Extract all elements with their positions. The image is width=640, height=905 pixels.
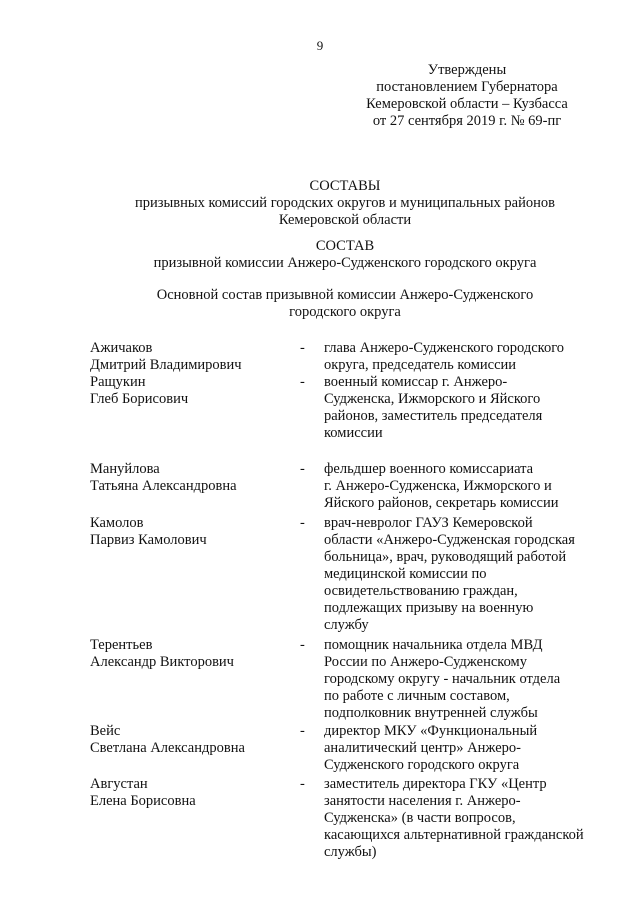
member-name <box>90 340 300 374</box>
member-role-line: военный комиссар г. Анжеро- <box>324 374 508 390</box>
member-surname: Терентьев <box>90 637 153 653</box>
member-role <box>324 776 604 861</box>
member-surname: Мануйлова <box>90 461 160 477</box>
member-role-line: службы) <box>324 844 377 860</box>
member-surname: Августан <box>90 776 148 792</box>
main-title-line: СОСТАВЫ <box>309 178 381 194</box>
member-given-names: Татьяна Александровна <box>90 478 237 494</box>
member-role-line: по работе с личным составом, <box>324 688 510 704</box>
member-given-names: Дмитрий Владимирович <box>90 357 242 373</box>
member-role-line: фельдшер военного комиссариата <box>324 461 534 477</box>
member-given-names: Парвиз Камолович <box>90 532 207 548</box>
member-role-line: Судженского городского округа <box>324 757 520 773</box>
member-row <box>90 374 610 442</box>
member-surname: Ращукин <box>90 374 146 390</box>
member-name <box>90 723 300 757</box>
member-role-line: врач-невролог ГАУЗ Кемеровской <box>324 515 533 531</box>
member-row <box>90 515 610 634</box>
member-role <box>324 340 604 374</box>
sub-title <box>0 238 640 272</box>
member-role-line: директор МКУ «Функциональный <box>324 723 538 739</box>
member-role-line: медицинской комиссии по <box>324 566 487 582</box>
member-name <box>90 515 300 549</box>
member-name <box>90 374 300 408</box>
member-role <box>324 374 604 442</box>
section-title-line: городского округа <box>289 304 401 320</box>
member-given-names: Александр Викторович <box>90 654 234 670</box>
member-surname: Вейс <box>90 723 121 739</box>
member-dash: - <box>300 723 305 739</box>
member-role-line: г. Анжеро-Судженска, Ижморского и <box>324 478 552 494</box>
sub-title-line: призывной комиссии Анжеро-Судженского городского округа <box>153 255 537 271</box>
member-row <box>90 340 610 374</box>
section-title <box>0 287 640 321</box>
member-role-line: России по Анжеро-Судженскому <box>324 654 527 670</box>
main-title <box>0 178 640 229</box>
member-given-names: Глеб Борисович <box>90 391 189 407</box>
member-role-line: помощник начальника отдела МВД <box>324 637 543 653</box>
member-role-line: занятости населения г. Анжеро- <box>324 793 521 809</box>
member-role-line: больница», врач, руководящий работой <box>324 549 567 565</box>
member-given-names: Светлана Александровна <box>90 740 245 756</box>
sub-title-line: СОСТАВ <box>315 238 375 254</box>
member-role-line: округа, председатель комиссии <box>324 357 517 373</box>
member-row <box>90 461 610 512</box>
member-role-line: касающихся альтернативной гражданской <box>324 827 584 843</box>
member-given-names: Елена Борисовна <box>90 793 196 809</box>
member-role <box>324 723 604 774</box>
member-dash: - <box>300 776 305 792</box>
member-role-line: освидетельствованию граждан, <box>324 583 518 599</box>
member-role <box>324 515 604 634</box>
member-role-line: Судженска, Ижморского и Яйского <box>324 391 541 407</box>
section-title-line: Основной состав призывной комиссии Анжеро-Судженского <box>156 287 534 303</box>
main-title-line: призывных комиссий городских округов и муниципальных районов <box>135 195 555 211</box>
approval-line: Кемеровской области – Кузбасса <box>366 96 568 112</box>
member-row <box>90 776 610 861</box>
member-surname: Камолов <box>90 515 144 531</box>
members-list <box>90 340 610 861</box>
member-row <box>90 637 610 722</box>
member-role-line: глава Анжеро-Судженского городского <box>324 340 565 356</box>
member-surname: Ажичаков <box>90 340 153 356</box>
approval-line: постановлением Губернатора <box>376 79 558 95</box>
member-name <box>90 637 300 671</box>
member-dash: - <box>300 374 305 390</box>
member-dash: - <box>300 461 305 477</box>
member-role-line: подлежащих призыву на военную <box>324 600 534 616</box>
member-role <box>324 461 604 512</box>
approval-block <box>352 62 582 130</box>
member-name <box>90 776 300 810</box>
member-role-line: комиссии <box>324 425 383 441</box>
approval-line: от 27 сентября 2019 г. № 69-пг <box>372 113 562 129</box>
member-role-line: службу <box>324 617 369 633</box>
member-role-line: заместитель директора ГКУ «Центр <box>324 776 547 792</box>
member-role-line: городскому округу - начальник отдела <box>324 671 561 687</box>
member-dash: - <box>300 340 305 356</box>
member-role-line: подполковник внутренней службы <box>324 705 538 721</box>
member-name <box>90 461 300 495</box>
member-role-line: области «Анжеро-Судженская городская <box>324 532 575 548</box>
member-role-line: Судженска» (в части вопросов, <box>324 810 516 826</box>
approval-line: Утверждены <box>427 62 507 78</box>
member-role <box>324 637 604 722</box>
page-number: 9 <box>316 38 324 53</box>
member-row <box>90 723 610 774</box>
member-role-line: аналитический центр» Анжеро- <box>324 740 521 756</box>
member-dash: - <box>300 515 305 531</box>
main-title-line: Кемеровской области <box>278 212 412 228</box>
member-role-line: Яйского районов, секретарь комиссии <box>324 495 559 511</box>
member-dash: - <box>300 637 305 653</box>
member-role-line: районов, заместитель председателя <box>324 408 543 424</box>
